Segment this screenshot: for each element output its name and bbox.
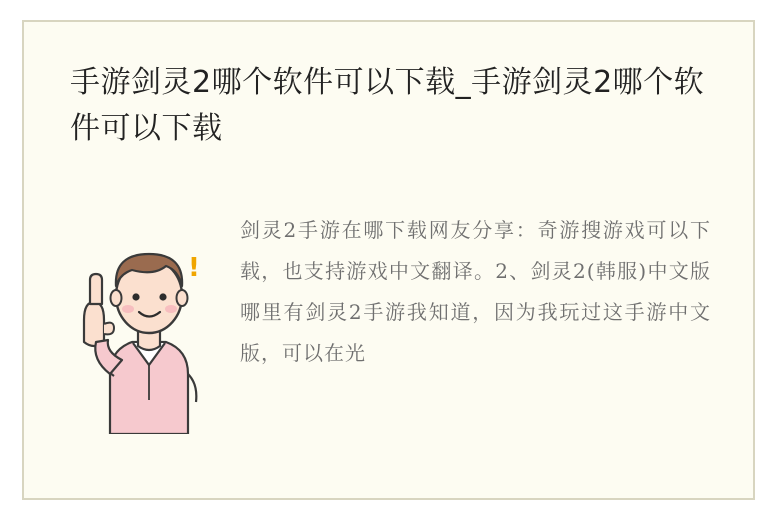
- person-illustration-svg: [70, 224, 220, 434]
- article-body: 剑灵2手游在哪下载网友分享：奇游搜游戏可以下载，也支持游戏中文翻译。2、剑灵2(韩服)中文版哪里有剑灵2手游我知道，因为我玩过这手游中文版，可以在光: [240, 218, 711, 365]
- illustration-person-pointing-up: [70, 224, 220, 434]
- article-card: [22, 20, 755, 500]
- content-row: [70, 210, 711, 434]
- card-inner: [38, 34, 739, 486]
- exclamation-mark: !: [188, 253, 200, 283]
- page-title: 手游剑灵2哪个软件可以下载_手游剑灵2哪个软件可以下载: [70, 65, 705, 146]
